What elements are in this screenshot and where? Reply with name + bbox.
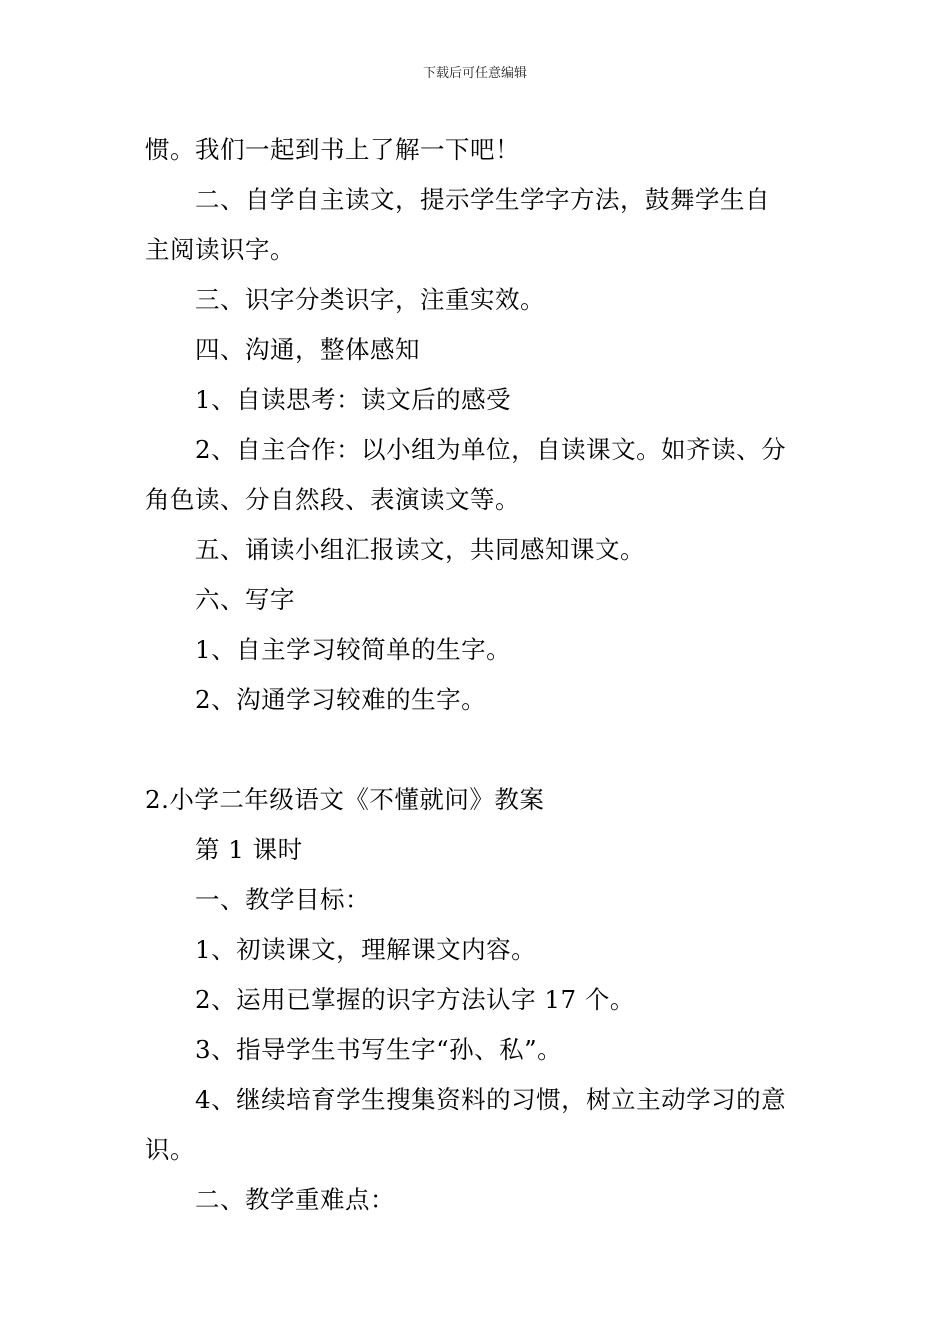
document-body xyxy=(145,125,810,1225)
text-line: 2、自主合作：以小组为单位，自读课文。如齐读、分 xyxy=(195,435,787,464)
text-line: 角色读、分自然段、表演读文等。 xyxy=(145,485,520,514)
text-line: 二、教学重难点： xyxy=(195,1185,395,1214)
text-line: 1、初读课文，理解课文内容。 xyxy=(195,935,537,964)
page-header-note: 下载后可任意编辑 xyxy=(422,66,527,81)
text-line: 三、识字分类识字，注重实效。 xyxy=(195,285,545,314)
blank-line xyxy=(145,725,810,775)
text-line: 1、自主学习较简单的生字。 xyxy=(195,635,512,664)
text-line: 2、沟通学习较难的生字。 xyxy=(195,685,487,714)
text-line: 1、自读思考：读文后的感受 xyxy=(195,385,512,414)
text-line: 4、继续培育学生搜集资料的习惯，树立主动学习的意 xyxy=(195,1085,787,1114)
text-line: 五、诵读小组汇报读文，共同感知课文。 xyxy=(195,535,645,564)
text-line: 一、教学目标： xyxy=(195,885,370,914)
section-title: 2.小学二年级语文《不懂就问》教案 xyxy=(145,785,545,814)
text-line: 二、自学自主读文，提示学生学字方法，鼓舞学生自 xyxy=(195,185,770,214)
text-line: 3、指导学生书写生字“孙、私”。 xyxy=(195,1035,563,1064)
text-line: 2、运用已掌握的识字方法认字 17 个。 xyxy=(195,985,635,1014)
text-line: 惯。我们一起到书上了解一下吧！ xyxy=(145,135,520,164)
text-line: 六、写字 xyxy=(195,585,295,614)
text-line: 识。 xyxy=(145,1135,195,1164)
text-line: 主阅读识字。 xyxy=(145,235,295,264)
text-line: 第 1 课时 xyxy=(195,835,303,864)
text-line: 四、沟通，整体感知 xyxy=(195,335,420,364)
